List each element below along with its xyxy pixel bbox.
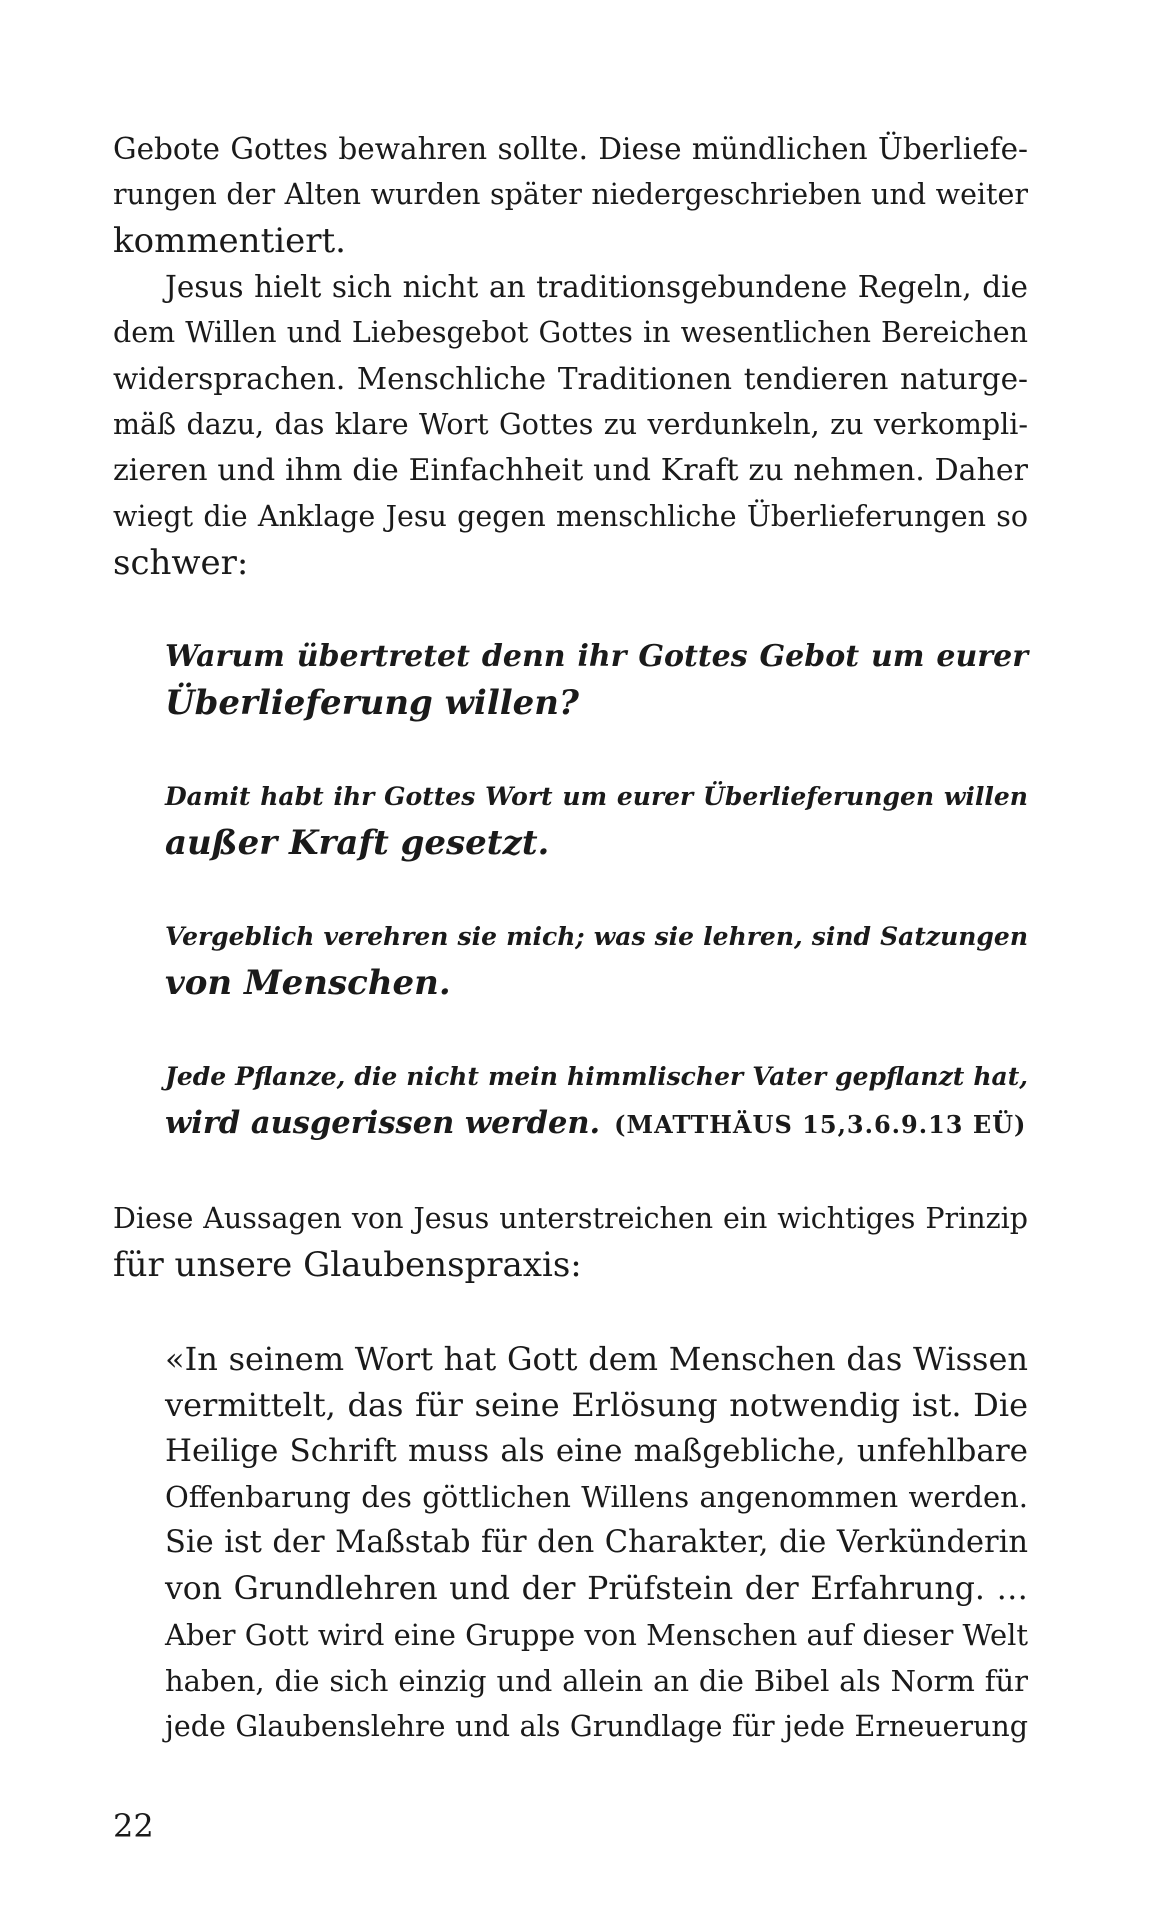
block-quote-line-4: Offenbarung des göttlichen Willens angenommen werden. [165,1480,1028,1514]
scripture-quote-3-line-2: von Menschen. [165,963,451,1003]
paragraph-2-line-5: zieren und ihm die Einfachheit und Kraft zu nehmen. Daher [113,453,1028,488]
paragraph-2-line-3: widersprachen. Menschliche Traditionen tendieren naturge- [113,362,1028,396]
paragraph-2-line-6: wiegt die Anklage Jesu gegen menschliche Überlieferungen so [113,500,1028,533]
paragraph-2-line-1: Jesus hielt sich nicht an traditionsgebundene Regeln, die [165,270,1028,304]
block-quote-line-3: Heilige Schrift muss als eine maßgebliche, unfehlbare [165,1433,1028,1469]
scripture-quote-2-line-1: Damit habt ihr Gottes Wort um eurer Überlieferungen willen [165,782,1028,811]
paragraph-2-line-2: dem Willen und Liebesgebot Gottes in wesentlichen Bereichen [113,316,1028,349]
page-number: 22 [113,1807,154,1845]
block-quote-line-1: «In seinem Wort hat Gott dem Menschen das Wissen [165,1340,1028,1378]
block-quote-line-2: vermittelt, das für seine Erlösung notwendig ist. Die [165,1386,1028,1424]
scripture-quote-4-line-2 [165,1100,1028,1148]
scripture-quote-4-line-2-text: wird ausgerissen werden. [165,1105,601,1141]
paragraph-2-line-7: schwer: [113,543,249,583]
scripture-quote-4-line-1: Jede Pflanze, die nicht mein himmlischer Vater gepflanzt hat, [165,1062,1028,1091]
scripture-reference: (MATTHÄUS 15,3.6.9.13 EÜ) [614,1110,1027,1139]
paragraph-1-line-3: kommentiert. [113,221,346,261]
scripture-quote-2-line-2: außer Kraft gesetzt. [165,823,550,863]
scripture-quote-1-line-2: Überlieferung willen? [165,683,579,723]
block-quote-line-6: von Grundlehren und der Prüfstein der Erfahrung. … [165,1571,1028,1607]
paragraph-3-line-2: für unsere Glaubenspraxis: [113,1245,582,1285]
paragraph-1-line-1: Gebote Gottes bewahren sollte. Diese mündlichen Überliefe- [113,132,1028,166]
paragraph-3-line-1: Diese Aussagen von Jesus unterstreichen ein wichtiges Prinzip [113,1202,1028,1235]
block-quote-line-5: Sie ist der Maßstab für den Charakter, die Verkünderin [165,1525,1028,1560]
block-quote-line-8: haben, die sich einzig und allein an die Bibel als Norm für [165,1664,1028,1698]
block-quote-line-9: jede Glaubenslehre und als Grundlage für jede Erneuerung [165,1710,1028,1743]
scripture-quote-3-line-1: Vergeblich verehren sie mich; was sie lehren, sind Satzungen [165,922,1028,951]
paragraph-2-line-4: mäß dazu, das klare Wort Gottes zu verdunkeln, zu verkompli- [113,408,1028,441]
scripture-quote-1-line-1: Warum übertretet denn ihr Gottes Gebot um eurer [165,639,1028,674]
block-quote-line-7: Aber Gott wird eine Gruppe von Menschen auf dieser Welt [165,1618,1029,1652]
paragraph-1-line-2: rungen der Alten wurden später niedergeschrieben und weiter [113,178,1028,211]
